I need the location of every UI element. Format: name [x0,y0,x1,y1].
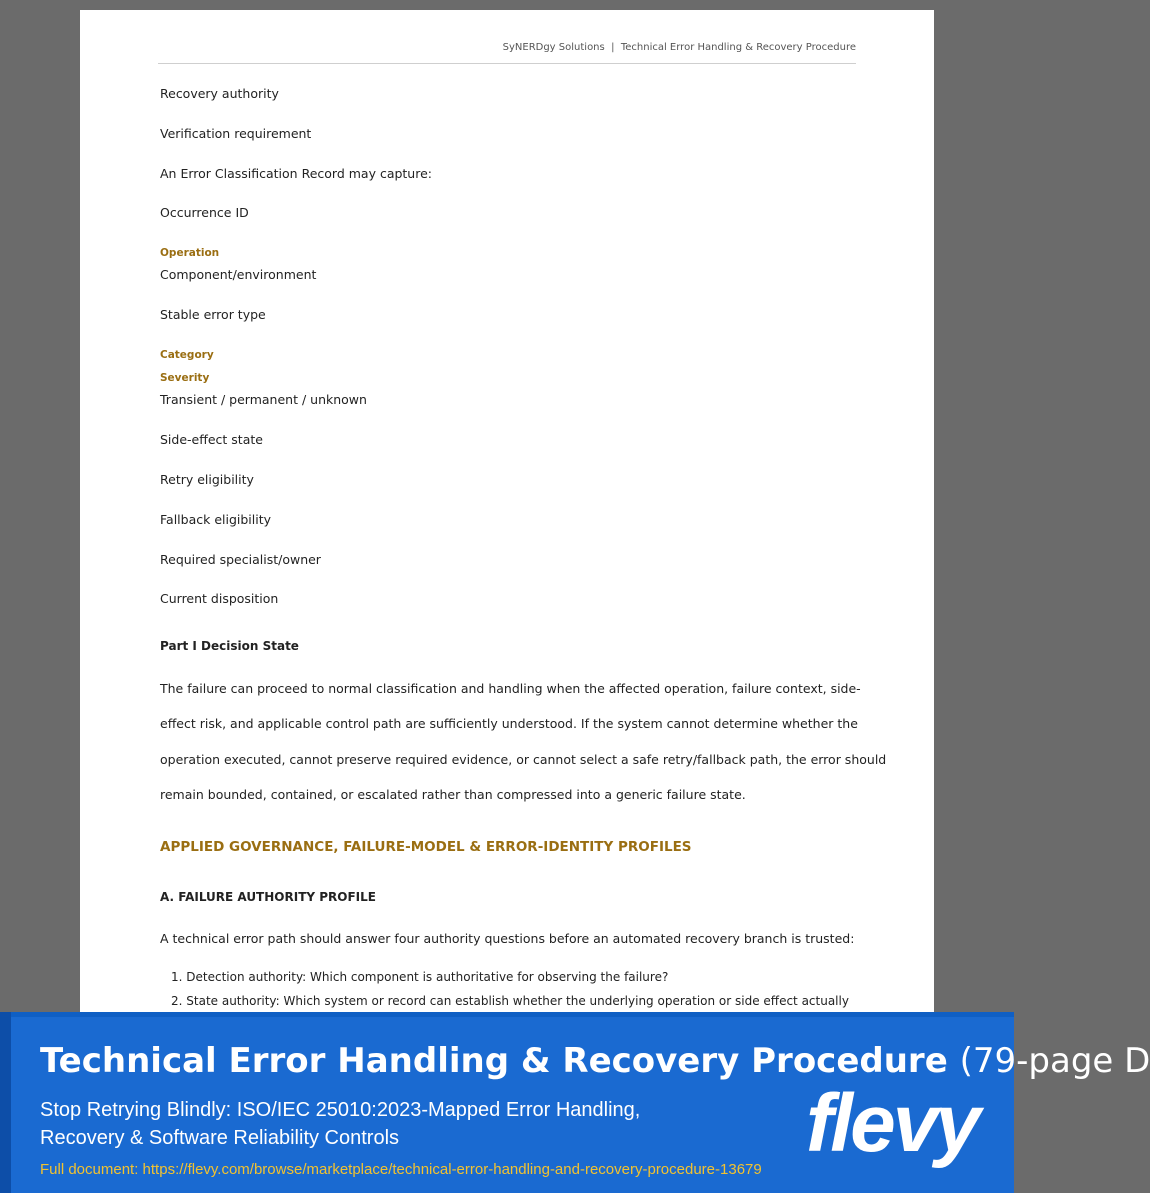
label-operation: Operation [160,247,220,259]
field-line: An Error Classification Record may capture: [160,166,432,181]
header-company: SyNERDgy Solutions [502,42,605,53]
field-line: Side-effect state [160,432,263,447]
intro-text: A technical error path should answer four authority questions before an automated recovery branch is trusted: [160,931,855,946]
field-line: Stable error type [160,307,266,322]
section-heading: APPLIED GOVERNANCE, FAILURE-MODEL & ERROR-IDENTITY PROFILES [160,839,692,855]
field-line: Retry eligibility [160,472,254,487]
subsection-heading: A. FAILURE AUTHORITY PROFILE [160,890,376,904]
paragraph-line: operation executed, cannot preserve required evidence, or cannot select a safe retry/fallback path, the error should [160,752,887,767]
part-heading: Part I Decision State [160,639,299,653]
label-severity: Severity [160,372,210,384]
list-item: 1. Detection authority: Which component is authoritative for observing the failure? [171,970,669,984]
document-page [80,10,934,1020]
banner-subtitle-line1: Stop Retrying Blindly: ISO/IEC 25010:2023-Mapped Error Handling, [40,1099,641,1121]
field-line: Transient / permanent / unknown [160,392,367,407]
flevy-logo: flevy [806,1078,978,1169]
paragraph-line: The failure can proceed to normal classification and handling when the affected operation, failure context, side- [160,681,861,696]
banner-title-main: Technical Error Handling & Recovery Procedure [40,1041,948,1081]
banner-title [40,1041,1150,1081]
list-item: 2. State authority: Which system or record can establish whether the underlying operation or side effect actually [171,994,849,1008]
banner-subtitle-line2: Recovery & Software Reliability Controls [40,1127,400,1149]
field-line: Current disposition [160,591,279,606]
field-line: Fallback eligibility [160,512,272,527]
label-category: Category [160,349,214,361]
field-line: Verification requirement [160,126,312,141]
paragraph-line: effect risk, and applicable control path are sufficiently understood. If the system cannot determine whether the [160,716,858,731]
header-separator: | [611,42,615,53]
field-line: Occurrence ID [160,205,249,220]
banner-url-link[interactable]: Full document: https://flevy.com/browse/marketplace/technical-error-handling-and-recovery-procedure-13679 [40,1161,762,1178]
field-line: Component/environment [160,267,317,282]
banner-title-pages: (79-page D [959,1041,1150,1081]
field-line: Required specialist/owner [160,552,321,567]
paragraph-line: remain bounded, contained, or escalated rather than compressed into a generic failure state. [160,787,746,802]
page-header [158,42,856,64]
header-doc-title: Technical Error Handling & Recovery Procedure [620,42,856,53]
banner-stripe [0,1012,11,1193]
field-line: Recovery authority [160,86,279,101]
